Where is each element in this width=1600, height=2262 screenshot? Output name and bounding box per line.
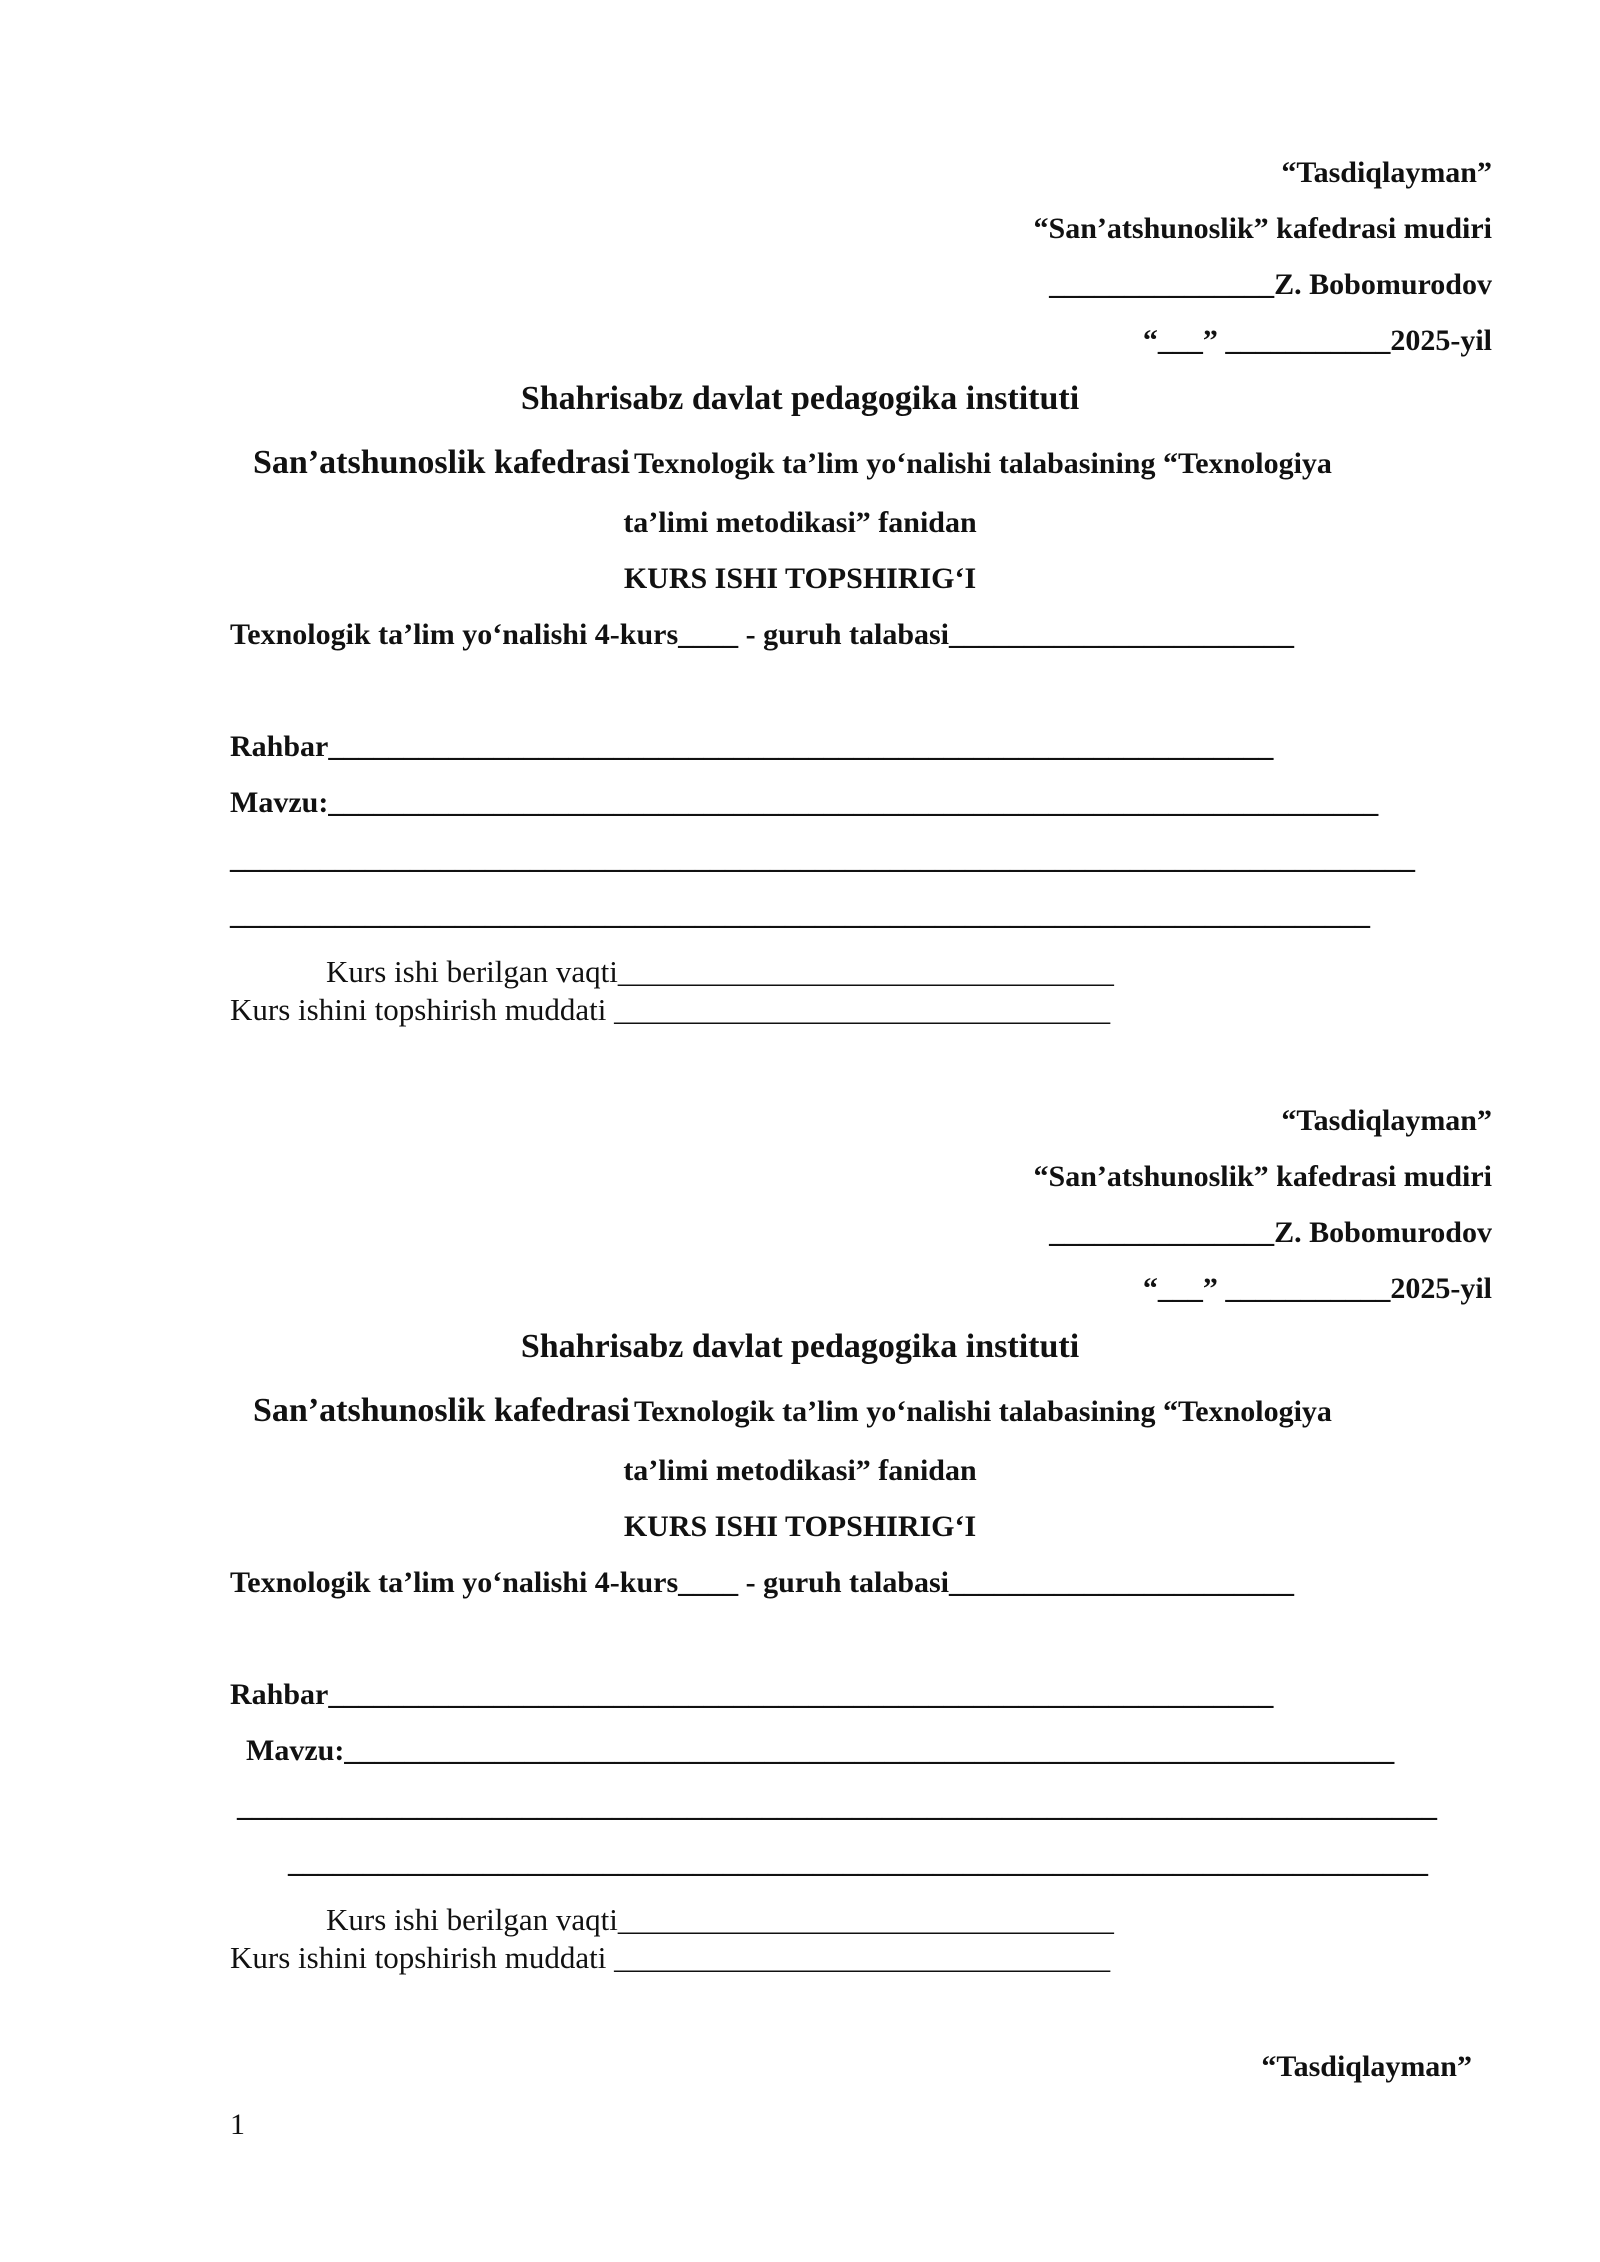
department-name: San’atshunoslik kafedrasi [253,444,630,481]
approve-label: “Tasdiqlayman” [1281,156,1492,189]
department-name: San’atshunoslik kafedrasi [253,1392,630,1429]
issued-date-line: Kurs ishi berilgan vaqti________________________________ [326,1902,1114,1937]
subject-line [253,1394,1332,1428]
institute-title: Shahrisabz davlat pedagogika instituti [520,380,1080,417]
supervisor-line: Rahbar_______________________________________________________________ [230,1678,1274,1711]
student-line: Texnologik ta’lim yo‘nalishi 4-kurs____ - guruh talabasi_______________________ [230,1566,1295,1599]
head-title: “San’atshunoslik” kafedrasi mudiri [1033,212,1492,245]
student-line: Texnologik ta’lim yo‘nalishi 4-kurs____ - guruh talabasi_______________________ [230,618,1295,651]
subject-line [253,446,1332,480]
topic-line: Mavzu:______________________________________________________________________ [230,786,1379,819]
issued-date-line: Kurs ishi berilgan vaqti________________________________ [326,954,1114,989]
subject-text: Texnologik ta’lim yo‘nalishi talabasining “Texnologiya [633,1395,1332,1428]
approve-label: “Tasdiqlayman” [1281,1104,1492,1137]
topic-line: Mavzu:______________________________________________________________________ [246,1734,1395,1767]
subject-text-continued: ta’limi metodikasi” fanidan [623,1454,977,1487]
deadline-line: Kurs ishini topshirish muddati ________________________________ [230,1940,1111,1975]
approve-label-next: “Tasdiqlayman” [1261,2050,1472,2083]
head-title: “San’atshunoslik” kafedrasi mudiri [1033,1160,1492,1193]
date-line: “___” ___________2025-yil [1142,324,1492,357]
signature-line: _______________Z. Bobomurodov [1049,268,1492,301]
institute-title: Shahrisabz davlat pedagogika instituti [520,1328,1080,1365]
topic-blank-line: _______________________________________________________________________________ [230,842,1415,875]
topic-blank-line: ____________________________________________________________________________ [230,898,1370,931]
page-number: 1 [230,2108,245,2141]
subject-text-continued: ta’limi metodikasi” fanidan [623,506,977,539]
topic-blank-line: ____________________________________________________________________________ [288,1846,1428,1879]
supervisor-line: Rahbar_______________________________________________________________ [230,730,1274,763]
signature-line: _______________Z. Bobomurodov [1049,1216,1492,1249]
form-heading: KURS ISHI TOPSHIRIG‘I [623,562,977,595]
topic-blank-line: ________________________________________________________________________________ [237,1790,1437,1823]
date-line: “___” ___________2025-yil [1142,1272,1492,1305]
subject-text: Texnologik ta’lim yo‘nalishi talabasining “Texnologiya [633,447,1332,480]
form-heading: KURS ISHI TOPSHIRIG‘I [623,1510,977,1543]
deadline-line: Kurs ishini topshirish muddati ________________________________ [230,992,1111,1027]
